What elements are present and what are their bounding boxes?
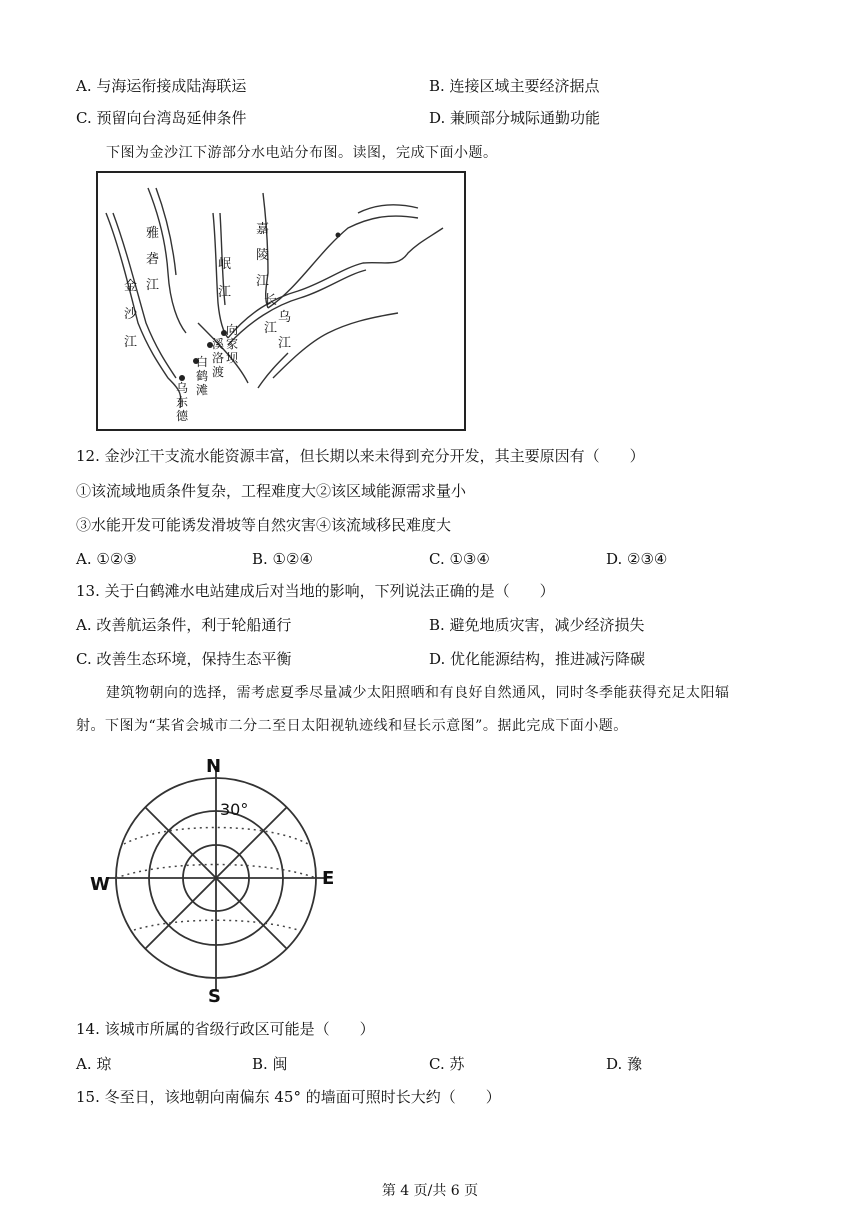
- map-intro-text: 下图为金沙江下游部分水电站分布图。读图，完成下面小题。: [106, 145, 498, 161]
- q14-option-b[interactable]: B. 闽: [252, 1055, 288, 1073]
- river-label-chang: 长江: [264, 293, 278, 336]
- q14-stem: 14. 该城市所属的省级行政区可能是（ ）: [76, 1020, 375, 1038]
- q13-option-b[interactable]: B. 避免地质灾害，减少经济损失: [429, 616, 645, 634]
- q11-option-c[interactable]: C. 预留向台湾岛延伸条件: [76, 109, 247, 127]
- q12-statements-2: ③水能开发可能诱发滑坡等自然灾害④该流域移民难度大: [76, 516, 452, 534]
- river-label-jialing: 嘉陵江: [256, 222, 270, 289]
- river-label-jinsha: 金沙江: [124, 279, 138, 350]
- hydropower-map: [96, 171, 466, 431]
- station-label-wudongde: 乌东德: [176, 381, 189, 423]
- q12-option-b[interactable]: B. ①②④: [252, 550, 313, 568]
- q13-option-a[interactable]: A. 改善航运条件，利于轮船通行: [76, 616, 292, 634]
- q12-option-a[interactable]: A. ①②③: [76, 550, 137, 568]
- q13-option-d[interactable]: D. 优化能源结构，推进减污降碳: [429, 650, 646, 668]
- q14-option-d[interactable]: D. 豫: [606, 1055, 643, 1073]
- sun-path-drawing: [76, 752, 356, 1012]
- station-label-xiluodu: 溪洛渡: [212, 337, 225, 379]
- river-label-yalong: 雅砻江: [146, 226, 160, 293]
- q12-statements-1: ①该流域地质条件复杂，工程难度大②该区域能源需求量小: [76, 482, 467, 500]
- q13-stem: 13. 关于白鹤滩水电站建成后对当地的影响，下列说法正确的是（ ）: [76, 582, 555, 600]
- compass-east-label: E: [322, 868, 335, 889]
- compass-west-label: W: [90, 874, 110, 895]
- angle-label: 30°: [220, 800, 249, 819]
- q14-option-a[interactable]: A. 琼: [76, 1055, 112, 1073]
- station-label-xiangjiaba: 向家坝: [226, 323, 239, 365]
- sun-intro-line-1: 建筑物朝向的选择，需考虑夏季尽量减少太阳照晒和有良好自然通风，同时冬季能获得充足太阳辐: [106, 685, 730, 701]
- q12-option-d[interactable]: D. ②③④: [606, 550, 668, 568]
- q13-option-c[interactable]: C. 改善生态环境，保持生态平衡: [76, 650, 292, 668]
- station-label-baihetan: 白鹤滩: [196, 355, 209, 397]
- q11-option-a[interactable]: A. 与海运衔接成陆海联运: [76, 77, 247, 95]
- river-label-min: 岷江: [218, 257, 232, 300]
- q11-option-b[interactable]: B. 连接区域主要经济据点: [429, 77, 600, 95]
- compass-south-label: S: [208, 986, 221, 1007]
- q12-option-c[interactable]: C. ①③④: [429, 550, 490, 568]
- river-label-wu: 乌江: [278, 310, 292, 351]
- q12-stem: 12. 金沙江干支流水能资源丰富，但长期以来未得到充分开发，其主要原因有（ ）: [76, 447, 645, 465]
- q15-stem: 15. 冬至日，该地朝向南偏东 45° 的墙面可照时长大约（ ）: [76, 1088, 501, 1106]
- sun-intro-line-2: 射。下图为“某省会城市二分二至日太阳视轨迹线和昼长示意图”。据此完成下面小题。: [76, 718, 628, 734]
- map-drawing: [98, 173, 464, 429]
- sun-path-diagram: [76, 752, 356, 1012]
- q14-option-c[interactable]: C. 苏: [429, 1055, 465, 1073]
- q11-option-d[interactable]: D. 兼顾部分城际通勤功能: [429, 109, 601, 127]
- page-footer: 第 4 页/共 6 页: [381, 1183, 479, 1199]
- compass-north-label: N: [206, 756, 222, 777]
